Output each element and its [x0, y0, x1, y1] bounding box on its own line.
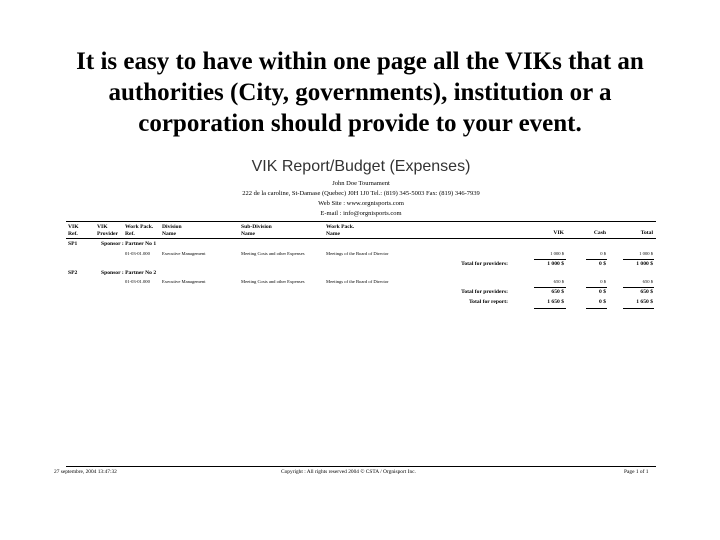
- group-1-subtotal-cash: 0 $: [599, 261, 606, 267]
- group-2-division: Executive Management: [162, 279, 206, 284]
- footer-page-number: Page 1 of 1: [624, 469, 649, 475]
- grand-total-cash: 0 $: [599, 299, 606, 305]
- col-header-vik-ref: VIK Ref.: [68, 224, 79, 237]
- report-page: [54, 158, 656, 480]
- col-header-total: Total: [640, 230, 653, 236]
- group-2-ref: SP2: [68, 270, 78, 276]
- header-bottom-rule: [66, 238, 656, 239]
- group-2-wp-name: Meetings of the Board of Director: [326, 279, 389, 284]
- group-1-total: 1 000 $: [639, 251, 653, 256]
- col-header-vik-provider: VIK Provider: [97, 224, 119, 237]
- group-1-subtotal-total: 1 000 $: [636, 261, 653, 267]
- footer-rule: [66, 466, 656, 467]
- grand-total-total: 1 650 $: [636, 299, 653, 305]
- group-2-vik-rule: [534, 287, 566, 288]
- report-address: 222 de la caroline, St-Damase (Quebec) J0H 1J0 Tel.: (819) 345-5003 Fax: (819) 346-7939: [242, 190, 480, 197]
- col-header-division: Division Name: [162, 224, 182, 237]
- grand-total-cash-rule: [586, 308, 607, 309]
- group-2-subtotal-vik: 650 $: [551, 289, 564, 295]
- group-1-subtotal-label: Total for providers:: [461, 261, 508, 267]
- col-header-cash: Cash: [593, 230, 606, 236]
- group-1-vik: 1 000 $: [550, 251, 564, 256]
- group-1-division: Executive Management: [162, 251, 206, 256]
- group-1-cash: 0 $: [600, 251, 606, 256]
- group-1-vik-rule: [534, 259, 566, 260]
- group-2-cash: 0 $: [600, 279, 606, 284]
- group-2-sub-division: Meeting Costs and other Expenses: [241, 279, 305, 284]
- group-2-wp-ref: 01-03-01.000: [125, 279, 150, 284]
- col-header-vik: VIK: [553, 230, 564, 236]
- group-1-ref: SP1: [68, 241, 78, 247]
- group-2-subtotal-label: Total for providers:: [461, 289, 508, 295]
- group-2-subtotal-cash: 0 $: [599, 289, 606, 295]
- report-website: Web Site : www.orgnisports.com: [318, 200, 404, 207]
- report-title: VIK Report/Budget (Expenses): [251, 158, 471, 175]
- group-1-cash-rule: [586, 259, 607, 260]
- group-1-subtotal-vik: 1 000 $: [547, 261, 564, 267]
- footer-copyright: Copyright : All rights reserved 2004 © CSTA / Orgnisport Inc.: [281, 469, 416, 475]
- grand-total-vik-rule: [534, 308, 566, 309]
- grand-total-vik: 1 650 $: [547, 299, 564, 305]
- group-1-wp-ref: 01-03-01.000: [125, 251, 150, 256]
- report-org: John Doe Tournament: [332, 180, 390, 187]
- report-email: E-mail : info@orgnisports.com: [320, 210, 402, 217]
- slide-title-line-3: corporation should provide to your event.: [138, 110, 582, 137]
- group-2-provider: Sponsor : Partner No 2: [101, 270, 157, 276]
- group-2-cash-rule: [586, 287, 607, 288]
- group-1-wp-name: Meetings of the Board of Director: [326, 251, 389, 256]
- slide-title: [20, 46, 700, 139]
- grand-total-total-rule: [623, 308, 654, 309]
- group-2-subtotal-total: 650 $: [640, 289, 653, 295]
- group-2-total: 650 $: [642, 279, 653, 284]
- group-2-total-rule: [623, 287, 654, 288]
- footer-date: 27 septembre, 2004 13:47:32: [54, 469, 117, 475]
- group-1-provider: Sponsor : Partner No 1: [101, 241, 157, 247]
- header-top-rule: [66, 221, 656, 222]
- col-header-work-pack-ref: Work Pack. Ref.: [125, 224, 154, 237]
- group-1-total-rule: [623, 259, 654, 260]
- col-header-work-pack-name: Work Pack. Name: [326, 224, 355, 237]
- col-header-sub-division: Sub-Division Name: [241, 224, 272, 237]
- slide-title-line-2: authorities (City, governments), institution or a: [108, 79, 612, 106]
- grand-total-label: Total for report:: [468, 299, 508, 305]
- slide-title-line-1: It is easy to have within one page all the VIKs that an: [76, 48, 644, 75]
- group-1-sub-division: Meeting Costs and other Expenses: [241, 251, 305, 256]
- group-2-vik: 650 $: [553, 279, 564, 284]
